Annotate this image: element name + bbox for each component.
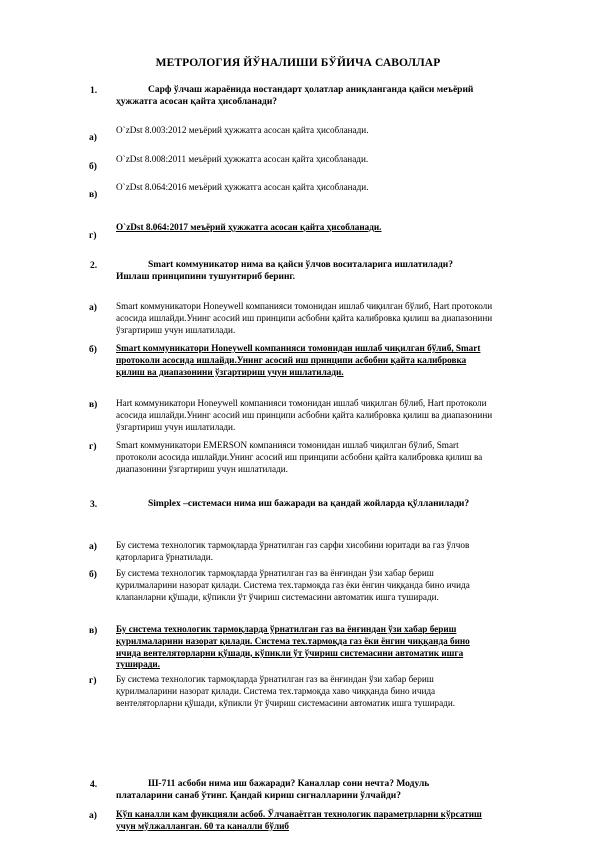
q2-option-b-text: Smart коммуникатори Honeywell компанияси томонидан ишлаб чиқилган бўлиб, Smart протоколи асосида ишлайди.Унинг асосий иш принципи асбобни қайта калибровка қилиш ва диапазонини ўзгартириш учун ишлатилади.: [116, 343, 481, 377]
q1-option-d-label: г): [89, 231, 97, 241]
q1-option-a-text: O`zDst 8.003:2012 меъёрий ҳужжатга асосан қайта ҳисобланади.: [116, 125, 369, 135]
question-4-text-content: Ш-711 асбоби нима иш бажаради? Каналлар сони нечта? Модуль платаларини санаб ўтинг. Қандай кириш сигналларини ўлчайди?: [116, 779, 430, 801]
question-4-text: [116, 778, 486, 802]
q3-option-b-label: б): [89, 570, 97, 580]
q2-option-b-label: б): [89, 345, 97, 355]
question-2-number: 2.: [90, 261, 98, 271]
q1-option-b-text: O`zDst 8.008:2011 меъёрий ҳужжатга асосан қайта ҳисобланади.: [116, 154, 369, 164]
question-2-text: [116, 259, 486, 283]
q3-option-d-label: г): [89, 676, 97, 686]
q3-option-b-text: Бу система технологик тармоқларда ўрнатилган газ ва ёнғиндан ўзи хабар бериш қурилмаларини назорат қилади. Система тех.тармоқда газ ёки ёнгин чиққанда бино ичида клапанларни қўшади, кўпикли ўт ўчириш системасини автоматик ишга туширади.: [116, 568, 470, 602]
q1-option-b-label: б): [89, 162, 97, 172]
question-1-text: [116, 84, 486, 108]
q1-option-a-label: а): [89, 133, 97, 143]
q2-option-c-text: Hart коммуникатори Honeywell компанияси томонидан ишлаб чиқилган бўлиб, Hart протоколи асосида ишлайди.Унинг асосий иш принципи асбобни қайта калибровка қилиш ва диапазонини ўзгартириш учун ишлатилади.: [116, 398, 493, 432]
question-3-text: [116, 498, 486, 510]
q1-option-d-text: O`zDst 8.064:2017 меъёрий ҳужжатга асосан қайта ҳисобланади.: [116, 222, 382, 232]
q3-option-d-text: Бу система технологик тармоқларда ўрнатилган газ ва ёнғиндан ўзи хабар бериш қурилмаларини назорат қилади. Система тех.тармоқда хаво чиққанда бино ичида вентеляторларни қўшади, кўпикли ўт ўчириш системасини автоматик ишга туширади.: [116, 674, 456, 708]
question-1-number: 1.: [90, 86, 98, 96]
q2-option-d-text: Smart коммуникатори EMERSON компанияси томонидан ишлаб чиқилган бўлиб, Smart протоколи асосида ишлайди.Унинг асосий иш принципи асбобни қайта калибровка қилиш ва диапазонини ўзгартириш учун ишлатилади.: [116, 440, 483, 474]
q3-option-c-text: Бу система технологик тармоқларда ўрнатилган газ ва ёнғиндан ўзи хабар бериш қурилмаларини назорат қилади. Система тех.тармоқда газ ёки ёнгин чиққанда бино ичида вентеляторларни қўшади, кўпикли ўт ўчириш системасини автоматик ишга туширади.: [116, 624, 470, 670]
q2-option-a-label: а): [89, 303, 97, 313]
q2-option-c-label: в): [89, 400, 98, 410]
q2-option-a-text: Smart коммуникатори Honeywell компанияси томонидан ишлаб чиқилган бўлиб, Hart протоколи асосида ишлайди.Унинг асосий иш принципи асбобни қайта калибровка қилиш ва диапазонини ўзгартириш учун ишлатилади.: [116, 301, 493, 335]
q3-option-a-text: Бу система технологик тармоқларда ўрнатилган газ сарфи хисобини юритади ва газ ўлчов қаторларига ўрнатилади.: [116, 540, 470, 562]
q3-option-c-label: в): [89, 626, 98, 636]
q4-option-a-text: Кўп каналли кам функцияли асбоб. Ўлчанаётган технологик параметрларни кўрсатиш учун мўлжалланган. 60 та каналли бўлиб: [116, 809, 482, 831]
question-3-text-content: Simplex –системаси нима иш бажаради ва қандай жойларда қўлланилади?: [148, 499, 470, 509]
page-title: МЕТРОЛОГИЯ ЙЎНАЛИШИ БЎЙИЧА САВОЛЛАР: [155, 57, 441, 69]
question-1-text-content: Сарф ўлчаш жараёнида ностандарт ҳолатлар аниқланганда қайси меъёрий ҳужжатга асосан қайта ҳисобланади?: [116, 85, 474, 107]
question-4-number: 4.: [90, 780, 98, 790]
question-2-text-content: Smart коммуникатор нима ва қайси ўлчов воситаларига ишлатилади? Ишлаш принципини тушунтириб беринг.: [116, 260, 453, 282]
q2-option-d-label: г): [89, 442, 97, 452]
q3-option-a-label: а): [89, 542, 97, 552]
q1-option-c-text: O`zDst 8.064:2016 меъёрий ҳужжатга асосан қайта ҳисобланади.: [116, 182, 369, 192]
q1-option-c-label: в): [89, 190, 98, 200]
q4-option-a-label: а): [89, 811, 97, 821]
question-3-number: 3.: [90, 500, 98, 510]
